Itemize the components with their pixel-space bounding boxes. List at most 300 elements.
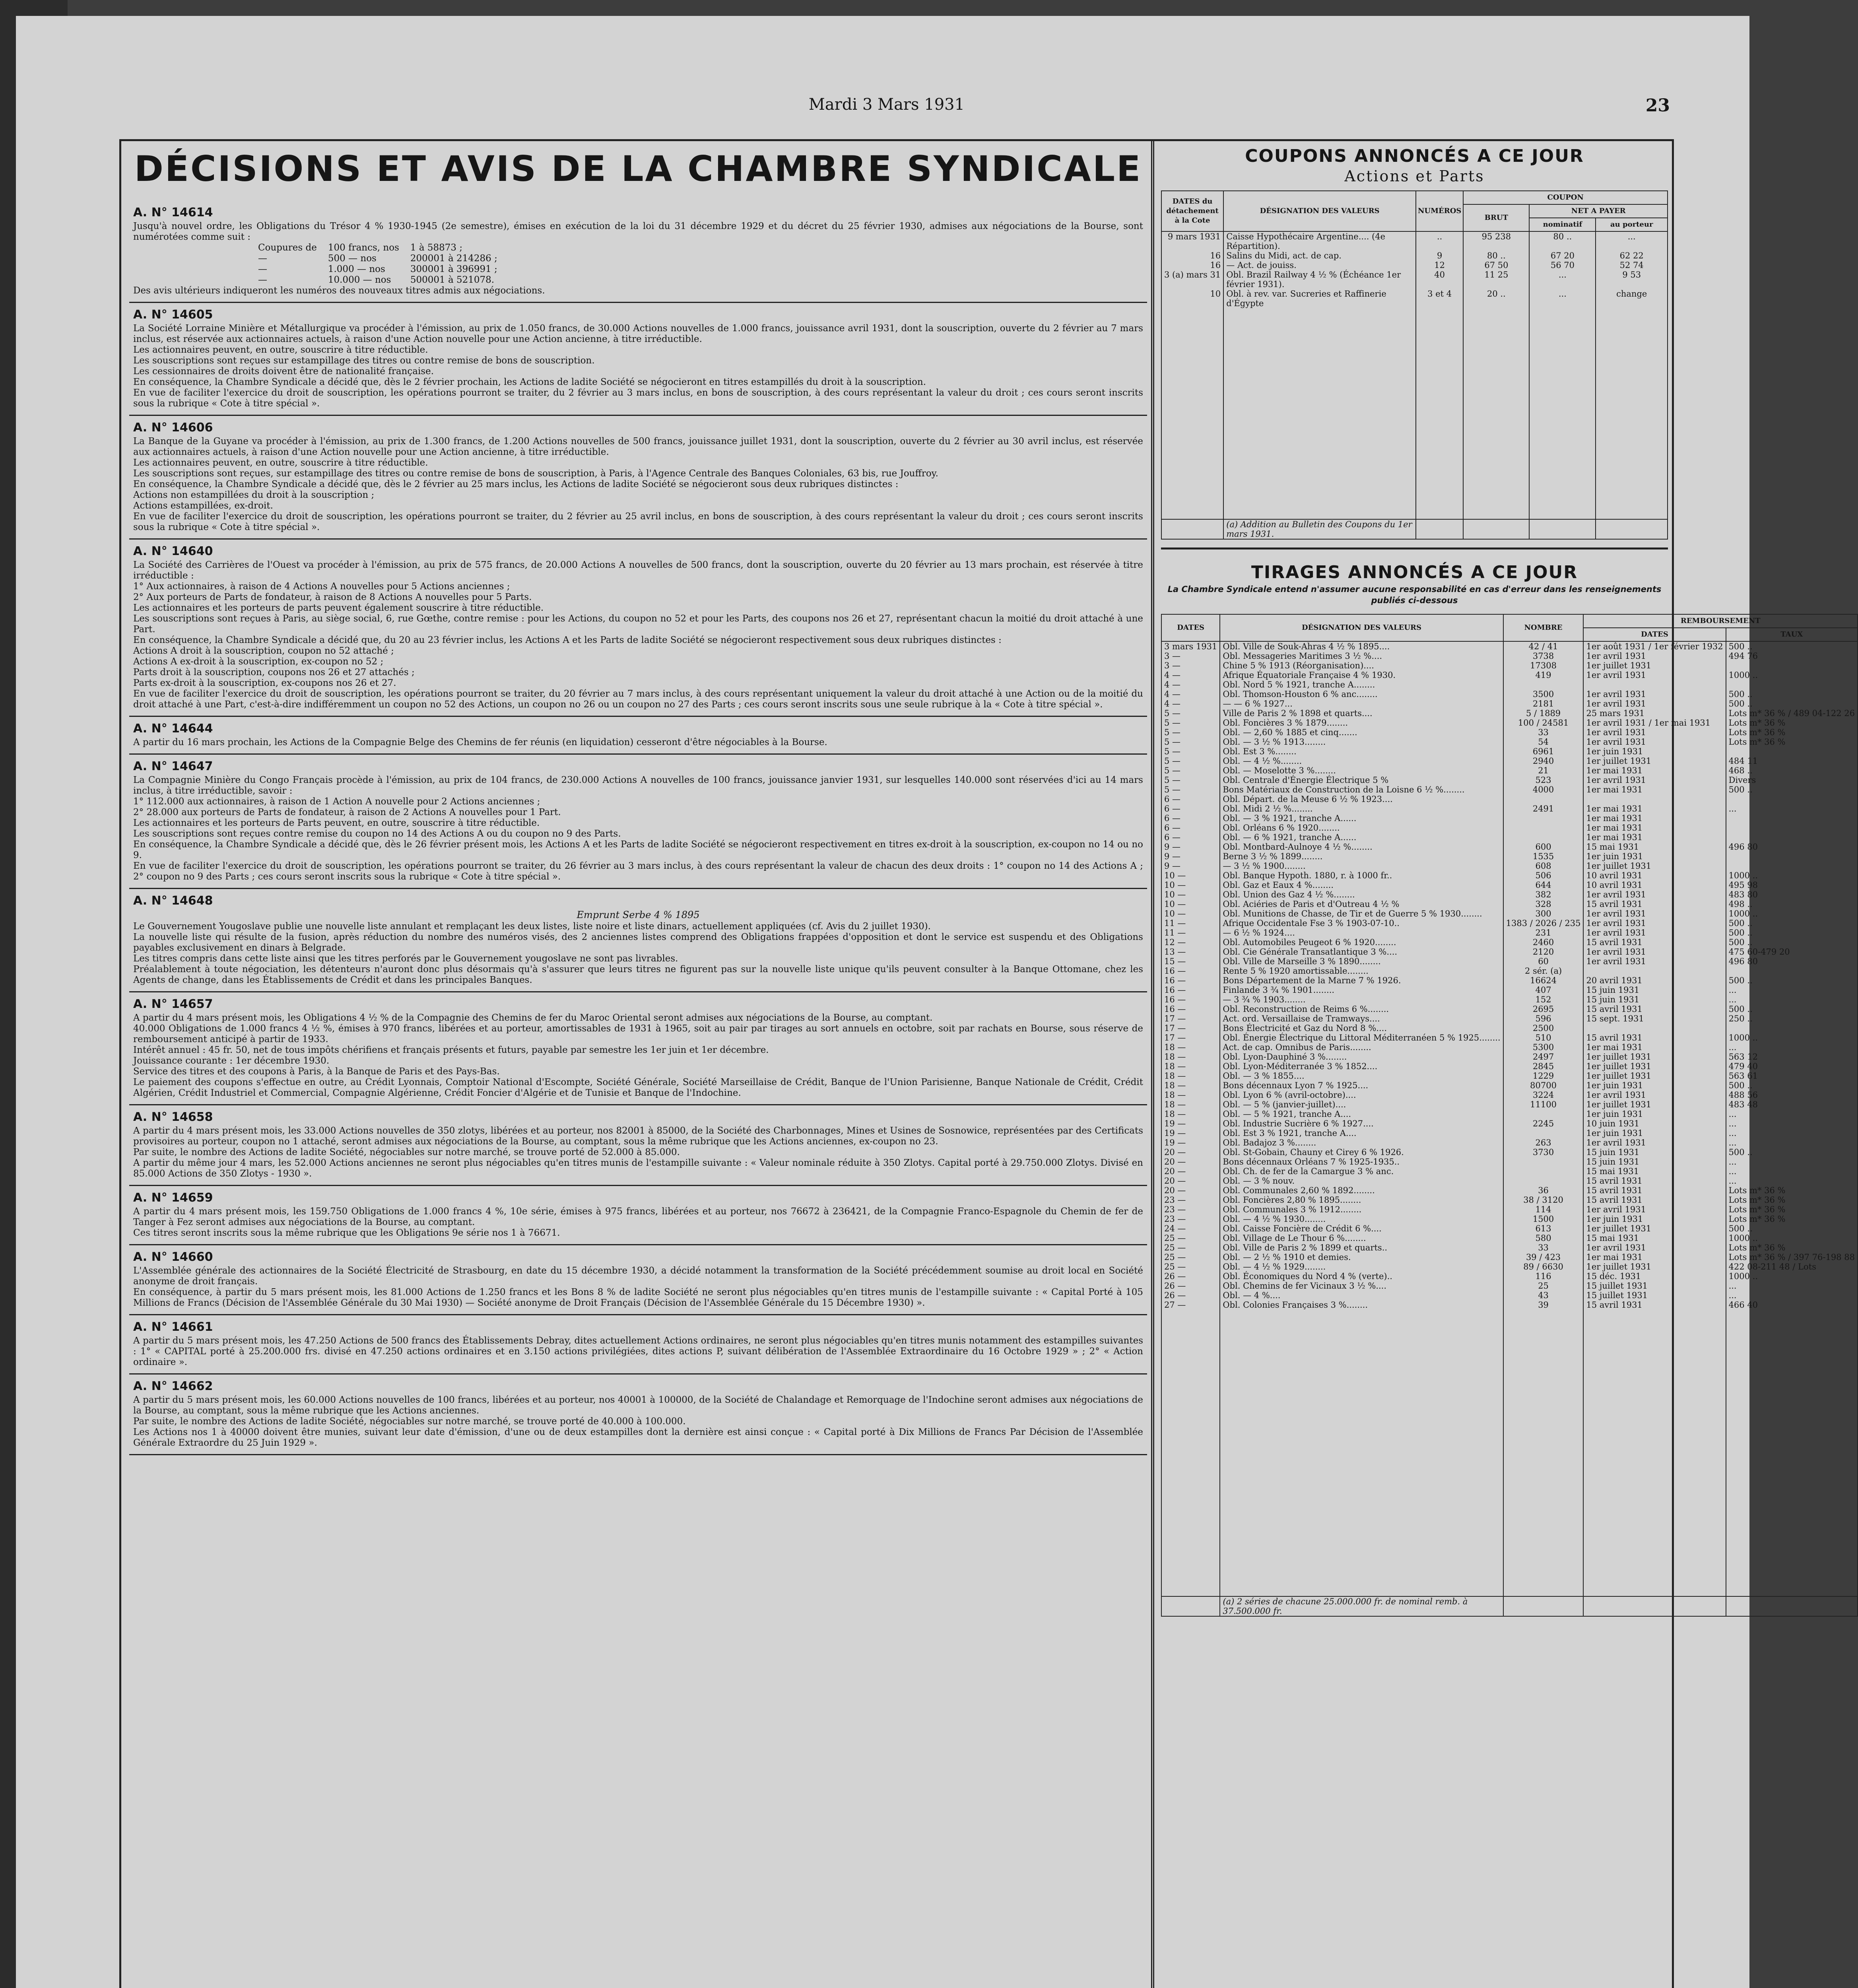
tirages-cell: 26 —: [1161, 1281, 1220, 1291]
coupons-cell: 62 22: [1596, 251, 1668, 260]
tirages-cell: 422 08-211 48 / Lots: [1726, 1262, 1858, 1272]
tirages-cell: Obl. Est 3 % 1921, tranche A....: [1220, 1128, 1503, 1138]
tirages-cell: 500 ..: [1726, 689, 1858, 699]
tirages-cell: Obl. — 3 % nouv.: [1220, 1176, 1503, 1186]
tirages-row: [1161, 689, 1858, 699]
tirages-cell: Obl. Chemins de fer Vicinaux 3 ½ %....: [1220, 1281, 1503, 1291]
tirages-cell: 11 —: [1161, 918, 1220, 928]
tirages-cell: 1er avril 1931: [1583, 737, 1726, 747]
tirages-cell: 20 —: [1161, 1186, 1220, 1195]
tirages-cell: 1er mai 1931: [1583, 1043, 1726, 1052]
tirages-cell: Lots m* 36 %: [1726, 1186, 1858, 1195]
tirages-row: [1161, 957, 1858, 966]
tirages-cell: Obl. Messageries Maritimes 3 ½ %....: [1220, 651, 1503, 661]
tirages-cell: Obl. — Moselotte 3 %........: [1220, 766, 1503, 775]
tirages-cell: — 3 ½ % 1900........: [1220, 861, 1503, 871]
tirages-cell: 20 —: [1161, 1147, 1220, 1157]
coupons-cell: 40: [1416, 270, 1463, 289]
notice-paragraph: Préalablement à toute négociation, les détenteurs n'auront donc plus désormais qu'à s'assurer que leurs titres ne figurent pas sur la nouvelle liste unique qu'ils peuvent consulter à la Banque Ottomane, chez les Agents de change, dans les Établissements de Crédit et dans les principales Banques.: [133, 964, 1143, 985]
tirages-cell: 38 / 3120: [1503, 1195, 1584, 1205]
notice-paragraph: Actions A ex-droit à la souscription, ex-coupon no 52 ;: [133, 656, 384, 667]
tirages-row: [1161, 651, 1858, 661]
tirages-cell: 10 —: [1161, 871, 1220, 880]
coupons-cell: 9: [1416, 251, 1463, 260]
notice-paragraph: A partir du 4 mars présent mois, les Obligations 4 ½ % de la Compagnie des Chemins de fer du Maroc Oriental seront admises aux négociations de la Bourse, au comptant.: [133, 1013, 933, 1023]
notice-number: A. N° 14659: [133, 1191, 213, 1205]
tirages-row: [1161, 1186, 1858, 1195]
tirages-cell: Obl. Économiques du Nord 4 % (verte)..: [1220, 1272, 1503, 1281]
tirages-cell: Lots m* 36 % / 397 76-198 88: [1726, 1252, 1858, 1262]
tirages-cell: 484 11: [1726, 756, 1858, 766]
decisions-column: [129, 149, 1147, 1988]
coupons-cell: 80 ..: [1529, 231, 1596, 251]
notice-block: [129, 889, 1147, 992]
tirages-row: [1161, 899, 1858, 909]
tirages-cell: 488 56: [1726, 1090, 1858, 1100]
tirages-cell: Obl. — 5 % (janvier-juillet)....: [1220, 1100, 1503, 1109]
coupures-cell: —: [258, 275, 267, 285]
notice-number: A. N° 14648: [133, 894, 213, 908]
tirages-title: TIRAGES ANNONCÉS A CE JOUR: [1251, 562, 1578, 582]
coupons-table: [1161, 190, 1668, 540]
tirages-cell: Obl. Reconstruction de Reims 6 %........: [1220, 1004, 1503, 1014]
tirages-cell: 15 déc. 1931: [1583, 1272, 1726, 1281]
coupons-col-designation: DÉSIGNATION DES VALEURS: [1223, 191, 1416, 231]
notice-number: A. N° 14640: [133, 544, 213, 558]
tirages-cell: 42 / 41: [1503, 641, 1584, 651]
tirages-row: [1161, 1043, 1858, 1052]
coupons-cell: Caisse Hypothécaire Argentine.... (4e Répartition).: [1223, 231, 1416, 251]
tirages-cell: 1er avril 1931: [1583, 909, 1726, 918]
tirages-cell: ...: [1726, 1128, 1858, 1138]
tirages-cell: 1000 ..: [1726, 1233, 1858, 1243]
tirages-cell: 468 ..: [1726, 766, 1858, 775]
tirages-cell: Obl. Munitions de Chasse, de Tir et de Guerre 5 % 1930........: [1220, 909, 1503, 918]
tirages-row: [1161, 804, 1858, 813]
tirages-cell: 18 —: [1161, 1052, 1220, 1062]
tirages-cell: [1726, 680, 1858, 689]
notice-paragraph: Les actionnaires peuvent, en outre, souscrire à titre réductible.: [133, 458, 428, 468]
tirages-row: [1161, 766, 1858, 775]
tirages-cell: 89 / 6630: [1503, 1262, 1584, 1272]
tirages-footnote: (a) 2 séries de chacune 25.000.000 fr. de nominal remb. à 37.500.000 fr.: [1220, 1596, 1503, 1616]
coupons-cell: 3 et 4: [1416, 289, 1463, 308]
tirages-cell: 16624: [1503, 976, 1584, 985]
coupons-cell: ...: [1529, 289, 1596, 308]
tirages-cell: Finlande 3 ¾ % 1901........: [1220, 985, 1503, 995]
notice-paragraph: A partir du 4 mars présent mois, les 33.000 Actions nouvelles de 350 zlotys, libérées et au porteur, nos 82001 à 85000, de la Société des Charbonnages, Mines et Usines de Sosnowice, représentées par des Certificats provisoires au porteur, coupon no 1 attaché, seront admises aux négociations de la Bourse, au comptant, sous la même rubrique que les Actions anciennes, ex-coupon no 23.: [133, 1126, 1143, 1147]
tirages-cell: ...: [1726, 804, 1858, 813]
notice-paragraph: Les Actions nos 1 à 40000 doivent être munies, suivant leur date d'émission, d'une ou de deux estampilles dont la dernière est ainsi conçue : « Capital porté à Dix Millions de Francs Par Décision de l'Assemblée Générale Extraordre du 25 Juin 1929 ».: [133, 1427, 1143, 1448]
tirages-cell: 15 juin 1931: [1583, 1147, 1726, 1157]
tirages-cell: 10 —: [1161, 909, 1220, 918]
tirages-cell: Obl. Lyon-Dauphiné 3 %........: [1220, 1052, 1503, 1062]
tirages-row: [1161, 1252, 1858, 1262]
coupons-cell: 9 53: [1596, 270, 1668, 289]
tirages-row: [1161, 1138, 1858, 1147]
tirages-cell: 3 —: [1161, 651, 1220, 661]
tirages-cell: 1er mai 1931: [1583, 785, 1726, 794]
tirages-cell: Obl. Village de Le Thour 6 %........: [1220, 1233, 1503, 1243]
tirages-cell: 1er avril 1931: [1583, 651, 1726, 661]
coupons-col-nominatif: nominatif: [1529, 218, 1596, 231]
tirages-cell: Chine 5 % 1913 (Réorganisation)....: [1220, 661, 1503, 670]
tirages-cell: 19 —: [1161, 1138, 1220, 1147]
tirages-cell: ...: [1726, 1157, 1858, 1167]
tirages-cell: Lots m* 36 %: [1726, 718, 1858, 728]
tirages-cell: 17 —: [1161, 1023, 1220, 1033]
tirages-section: [1161, 547, 1855, 1617]
tirages-cell: 25 —: [1161, 1243, 1220, 1252]
coupons-cell: 11 25: [1463, 270, 1529, 289]
tirages-cell: 25: [1503, 1281, 1584, 1291]
notice-block: [129, 540, 1147, 717]
tirages-cell: 15 —: [1161, 957, 1220, 966]
tirages-cell: 4000: [1503, 785, 1584, 794]
notice-block: [129, 416, 1147, 540]
tirages-cell: [1583, 680, 1726, 689]
tirages-cell: 5 —: [1161, 737, 1220, 747]
tirages-cell: 1er juin 1931: [1583, 1109, 1726, 1119]
tirages-cell: Act. de cap. Omnibus de Paris........: [1220, 1043, 1503, 1052]
tirages-cell: 1er juillet 1931: [1583, 1052, 1726, 1062]
tirages-cell: ...: [1726, 1043, 1858, 1052]
tirages-cell: 1er avril 1931: [1583, 699, 1726, 709]
notice-paragraph: La nouvelle liste qui résulte de la fusion, après réduction du nombre des numéros visés, des 2 anciennes listes comprend des Obligations frappées d'opposition et dont le service est suspendu et des Obligations payables exclusivement en dinars à Belgrade.: [133, 932, 1143, 953]
tirages-cell: 24 —: [1161, 1224, 1220, 1233]
tirages-cell: 15 avril 1931: [1583, 899, 1726, 909]
tirages-cell: 5 —: [1161, 728, 1220, 737]
notice-paragraph: En vue de faciliter l'exercice du droit de souscription, les opérations pourront se traiter, du 2 février au 3 mars inclus, en bons de souscription, à des cours représentant la valeur du droit ; ces cours seront inscrits sous la rubrique « Cote à titre spécial ».: [133, 388, 1143, 409]
tirages-cell: 1er mai 1931: [1583, 1252, 1726, 1262]
tirages-cell: 608: [1503, 861, 1584, 871]
tirages-cell: 1er avril 1931: [1583, 1205, 1726, 1214]
tirages-row: [1161, 680, 1858, 689]
tirages-cell: 4 —: [1161, 680, 1220, 689]
tirages-row: [1161, 995, 1858, 1004]
tirages-cell: 15 avril 1931: [1583, 1300, 1726, 1310]
tirages-row: [1161, 1100, 1858, 1109]
tirages-cell: — — 6 % 1927...: [1220, 699, 1503, 709]
tirages-cell: 382: [1503, 890, 1584, 899]
tirages-cell: 3738: [1503, 651, 1584, 661]
tirages-cell: 500 ..: [1726, 641, 1858, 651]
tirages-cell: 523: [1503, 775, 1584, 785]
notice-paragraph: Des avis ultérieurs indiqueront les numéros des nouveaux titres admis aux négociations.: [133, 285, 545, 296]
tirages-cell: 15 juin 1931: [1583, 995, 1726, 1004]
tirages-cell: 16 —: [1161, 966, 1220, 976]
tirages-cell: 15 avril 1931: [1583, 1176, 1726, 1186]
notice-paragraph: En conséquence, la Chambre Syndicale a décidé que, dès le 2 février prochain, les Actions de ladite Société se négocieront en titres estampillés du droit à la souscription.: [133, 377, 926, 387]
tirages-cell: 1er avril 1931: [1583, 670, 1726, 680]
tirages-row: [1161, 699, 1858, 709]
coupons-col-brut: BRUT: [1463, 204, 1529, 231]
tirages-row: [1161, 852, 1858, 861]
notice-paragraph: Les souscriptions sont reçues, sur estampillage des titres ou contre remise de bons de souscription, à Paris, à l'Agence Centrale des Banques Coloniales, 63 bis, rue Jouffroy.: [133, 468, 938, 479]
tirages-cell: 1er avril 1931: [1583, 775, 1726, 785]
tirages-cell: Bons Électricité et Gaz du Nord 8 %....: [1220, 1023, 1503, 1033]
tirages-cell: 25 —: [1161, 1233, 1220, 1243]
notice-paragraph: En conséquence, la Chambre Syndicale a décidé que, du 20 au 23 février inclus, les Actions A et les Parts de ladite Société se négocieront respectivement sous deux rubriques distinctes :: [133, 635, 1002, 645]
tirages-cell: 23 —: [1161, 1195, 1220, 1205]
tirages-col-designation: DÉSIGNATION DES VALEURS: [1220, 614, 1503, 641]
coupures-cell: 100 francs, nos: [328, 243, 399, 253]
tirages-row: [1161, 1157, 1858, 1167]
tirages-cell: 15 juin 1931: [1583, 1157, 1726, 1167]
notice-number: A. N° 14606: [133, 421, 213, 435]
tirages-cell: 15 mai 1931: [1583, 1167, 1726, 1176]
tirages-cell: 1er juin 1931: [1583, 747, 1726, 756]
tirages-cell: [1503, 794, 1584, 804]
tirages-cell: 4 —: [1161, 699, 1220, 709]
tirages-cell: 1000 ..: [1726, 1272, 1858, 1281]
notice-paragraph: Les souscriptions sont reçues sur estampillage des titres ou contre remise de bons de souscription.: [133, 355, 595, 366]
notice-block: [129, 303, 1147, 416]
tirages-cell: 500 ..: [1726, 1081, 1858, 1090]
tirages-cell: 60: [1503, 957, 1584, 966]
tirages-cell: 3 mars 1931: [1161, 641, 1220, 651]
tirages-cell: 2940: [1503, 756, 1584, 766]
tirages-cell: [1503, 1157, 1584, 1167]
tirages-row: [1161, 928, 1858, 938]
notice-paragraph: Les actionnaires et les porteurs de Parts peuvent, en outre, souscrire à titre réductible.: [133, 818, 540, 828]
tirages-cell: 1er avril 1931 / 1er mai 1931: [1583, 718, 1726, 728]
tirages-cell: 10 juin 1931: [1583, 1119, 1726, 1128]
tirages-row: [1161, 641, 1858, 651]
notice-number: A. N° 14614: [133, 206, 213, 219]
coupons-cell: — Act. de jouiss.: [1223, 260, 1416, 270]
tirages-cell: 116: [1503, 1272, 1584, 1281]
tirages-cell: Obl. Communales 2,60 % 1892........: [1220, 1186, 1503, 1195]
tirages-cell: 300: [1503, 909, 1584, 918]
tirages-cell: Obl. Midi 2 ½ %........: [1220, 804, 1503, 813]
tirages-row: [1161, 737, 1858, 747]
tirages-cell: [1503, 1109, 1584, 1119]
tirages-cell: Obl. — 2 ½ % 1910 et demies.: [1220, 1252, 1503, 1262]
tirages-cell: 1229: [1503, 1071, 1584, 1081]
tirages-cell: 506: [1503, 871, 1584, 880]
notice-paragraph: 2° Aux porteurs de Parts de fondateur, à raison de 8 Actions A nouvelles pour 5 Parts.: [133, 592, 532, 602]
tirages-cell: 3500: [1503, 689, 1584, 699]
tirages-cell: 1er juillet 1931: [1583, 1262, 1726, 1272]
tirages-cell: 15 avril 1931: [1583, 1186, 1726, 1195]
tirages-cell: 17 —: [1161, 1014, 1220, 1023]
tirages-cell: [1503, 813, 1584, 823]
tirages-cell: 18 —: [1161, 1071, 1220, 1081]
tirages-cell: Lots m* 36 %: [1726, 1214, 1858, 1224]
tirages-cell: 1er avril 1931: [1583, 918, 1726, 928]
tirages-cell: Lots m* 36 % / 489 04-122 26: [1726, 709, 1858, 718]
notice-paragraph: Les actionnaires peuvent, en outre, souscrire à titre réductible.: [133, 345, 428, 355]
tirages-cell: [1726, 966, 1858, 976]
tirages-cell: [1503, 1128, 1584, 1138]
tirages-cell: 1er avril 1931: [1583, 890, 1726, 899]
tirages-cell: 9 —: [1161, 852, 1220, 861]
tirages-cell: Obl. Ville de Souk-Ahras 4 ½ % 1895....: [1220, 641, 1503, 651]
tirages-cell: 613: [1503, 1224, 1584, 1233]
tirages-cell: 15 avril 1931: [1583, 1004, 1726, 1014]
tirages-cell: Obl. Cie Générale Transatlantique 3 %....: [1220, 947, 1503, 957]
tirages-cell: 4 —: [1161, 670, 1220, 680]
coupons-cell: 10: [1161, 289, 1223, 308]
tirages-cell: 1000 ..: [1726, 670, 1858, 680]
tirages-cell: ...: [1726, 1138, 1858, 1147]
tirages-cell: Obl. Centrale d'Énergie Électrique 5 %: [1220, 775, 1503, 785]
tirages-cell: 495 98: [1726, 880, 1858, 890]
tirages-cell: 25 mars 1931: [1583, 709, 1726, 718]
coupures-row: [252, 243, 503, 253]
tirages-cell: Obl. Aciéries de Paris et d'Outreau 4 ½ %: [1220, 899, 1503, 909]
notice-paragraph: En conséquence, la Chambre Syndicale a décidé que, dès le 2 février au 25 mars inclus, les Actions de ladite Société se négocieront sous deux rubriques distinctes :: [133, 479, 899, 489]
tirages-cell: 500 ..: [1726, 918, 1858, 928]
tirages-row: [1161, 1167, 1858, 1176]
tirages-cell: 2497: [1503, 1052, 1584, 1062]
tirages-cell: [1726, 1023, 1858, 1033]
tirages-cell: 1535: [1503, 852, 1584, 861]
tirages-cell: 580: [1503, 1233, 1584, 1243]
tirages-cell: Obl. Foncières 3 % 1879........: [1220, 718, 1503, 728]
tirages-cell: ...: [1726, 995, 1858, 1004]
tirages-cell: 15 avril 1931: [1583, 1033, 1726, 1043]
notice-paragraph: En vue de faciliter l'exercice du droit de souscription, les opérations pourront se traiter, du 2 février au 25 avril inclus, en bons de souscription, à des cours représentant la valeur du droit ; ces cours seront inscrits sous la rubrique « Cote à titre spécial ».: [133, 511, 1143, 532]
coupons-cell: 67 20: [1529, 251, 1596, 260]
coupons-cell: 95 238: [1463, 231, 1529, 251]
tirages-cell: Obl. Lyon-Méditerranée 3 % 1852....: [1220, 1062, 1503, 1071]
tirages-cell: 18 —: [1161, 1081, 1220, 1090]
notice-paragraph: 1° Aux actionnaires, à raison de 4 Actions A nouvelles pour 5 Actions anciennes ;: [133, 581, 510, 592]
notice-paragraph: En conséquence, à partir du 5 mars présent mois, les 81.000 Actions de 1.250 francs et les Bons 8 % de ladite Société ne seront plus négociables qu'en titres munis de l'estampille suivante : « Capital Porté à 105 Millions de Francs (Décision de l'Assemblée Générale du 30 Mai 1930) — Société anonyme de Droit Français (Décision de l'Assemblée Générale du 15 Décembre 1930) ».: [133, 1287, 1143, 1308]
tirages-row: [1161, 1291, 1858, 1300]
content-frame: [119, 139, 1855, 1988]
tirages-cell: 5300: [1503, 1043, 1584, 1052]
tirages-cell: 33: [1503, 1243, 1584, 1252]
tirages-cell: 20 —: [1161, 1157, 1220, 1167]
notice-paragraph: Actions A droit à la souscription, coupon no 52 attaché ;: [133, 646, 394, 656]
tirages-cell: [1726, 794, 1858, 804]
tirages-row: [1161, 909, 1858, 918]
tirages-cell: [1726, 833, 1858, 842]
notice-paragraph: 2° 28.000 aux porteurs de Parts de fondateur, à raison de 2 Actions A nouvelles pour 1 Part.: [133, 807, 561, 817]
tirages-row: [1161, 747, 1858, 756]
tirages-cell: 12 —: [1161, 938, 1220, 947]
tirages-cell: 1383 / 2026 / 235: [1503, 918, 1584, 928]
tirages-cell: 10 avril 1931: [1583, 871, 1726, 880]
tirages-cell: 1er juin 1931: [1583, 1128, 1726, 1138]
tirages-cell: Obl. — 2,60 % 1885 et cinq.......: [1220, 728, 1503, 737]
tirages-cell: 419: [1503, 670, 1584, 680]
coupons-footnote: (a) Addition au Bulletin des Coupons du 1er mars 1931.: [1223, 519, 1416, 539]
tirages-cell: 18 —: [1161, 1100, 1220, 1109]
coupures-table: [252, 243, 503, 285]
coupons-cell: 12: [1416, 260, 1463, 270]
coupons-blank-space: [1161, 308, 1668, 519]
tirages-cell: [1503, 1167, 1584, 1176]
coupons-col-coupon: COUPON: [1463, 191, 1668, 204]
notice-paragraph: Jouissance courante : 1er décembre 1930.: [133, 1056, 330, 1066]
tirages-row: [1161, 1272, 1858, 1281]
notice-paragraph: Le paiement des coupons s'effectue en outre, au Crédit Lyonnais, Comptoir National d'Escompte, Société Générale, Société Marseillaise de Crédit, Banque de l'Union Parisienne, Banque Nationale de Crédit, Crédit Algérien, Crédit Industriel et Commercial, Compagnie Algérienne, Crédit Foncier d'Algérie et de Tunisie et Banque de l'Indochine.: [133, 1077, 1143, 1098]
tirages-cell: 18 —: [1161, 1043, 1220, 1052]
tirages-cell: 43: [1503, 1291, 1584, 1300]
tirages-cell: 2245: [1503, 1119, 1584, 1128]
coupures-cell: 500001 à 521078.: [410, 275, 495, 285]
tirages-cell: ...: [1726, 985, 1858, 995]
tirages-cell: ...: [1726, 1281, 1858, 1291]
tirages-cell: 1000 ..: [1726, 871, 1858, 880]
coupons-col-numeros: NUMÉROS: [1416, 191, 1463, 231]
tirages-row: [1161, 709, 1858, 718]
tirages-cell: [1726, 747, 1858, 756]
tirages-row: [1161, 1119, 1858, 1128]
tirages-cell: 1500: [1503, 1214, 1584, 1224]
tirages-cell: 494 76: [1726, 651, 1858, 661]
tirages-cell: [1726, 861, 1858, 871]
tirages-row: [1161, 833, 1858, 842]
tirages-cell: Act. ord. Versaillaise de Tramways....: [1220, 1014, 1503, 1023]
tirages-cell: 20 —: [1161, 1167, 1220, 1176]
notice-number: A. N° 14660: [133, 1250, 213, 1264]
notice-block: [129, 1375, 1147, 1455]
notice-block: [129, 1245, 1147, 1315]
tirages-cell: Obl. Communales 3 % 1912........: [1220, 1205, 1503, 1214]
tirages-cell: 10 —: [1161, 899, 1220, 909]
coupures-cell: 10.000 — nos: [328, 275, 391, 285]
tirages-cell: 9 —: [1161, 861, 1220, 871]
coupures-cell: —: [258, 253, 267, 264]
coupons-col-porteur: au porteur: [1596, 218, 1668, 231]
tirages-cell: 6 —: [1161, 813, 1220, 823]
tirages-cell: 9 —: [1161, 842, 1220, 852]
notice-paragraph: Les souscriptions sont reçues contre remise du coupon no 14 des Actions A ou du coupon no 9 des Parts.: [133, 829, 621, 839]
tirages-row: [1161, 728, 1858, 737]
tirages-cell: Obl. — 4 ½ %........: [1220, 756, 1503, 766]
tirages-col-rdates: DATES: [1583, 628, 1726, 641]
notice-block: [129, 717, 1147, 755]
tirages-row: [1161, 1224, 1858, 1233]
tirages-cell: 5 —: [1161, 775, 1220, 785]
tirages-cell: Obl. Colonies Françaises 3 %........: [1220, 1300, 1503, 1310]
tirages-row: [1161, 1062, 1858, 1071]
tirages-cell: Obl. — 4 ½ % 1930........: [1220, 1214, 1503, 1224]
tirages-cell: Obl. Caisse Foncière de Crédit 6 %....: [1220, 1224, 1503, 1233]
notices-list: [129, 201, 1147, 1455]
tirages-row: [1161, 880, 1858, 890]
notice-number: A. N° 14661: [133, 1320, 213, 1334]
coupons-cell: 20 ..: [1463, 289, 1529, 308]
tirages-row: [1161, 661, 1858, 670]
tirages-cell: 500 ..: [1726, 1004, 1858, 1014]
notice-paragraph: En conséquence, la Chambre Syndicale a décidé que, dès le 26 février présent mois, les Actions A et les Parts de ladite Société se négocieront respectivement en titres ex-droit à la souscription, ex-coupon no 14 ou no 9.: [133, 839, 1143, 860]
notice-number: A. N° 14647: [133, 759, 213, 773]
notice-paragraph: A partir du 4 mars présent mois, les 159.750 Obligations de 1.000 francs 4 %, 10e série, émises à 975 francs, libérées et au porteur, nos 76672 à 236421, de la Compagnie Franco-Espagnole du Chemin de fer de Tanger à Fez seront admises aux négociations de la Bourse, au comptant.: [133, 1206, 1143, 1227]
tirages-cell: 15 juin 1931: [1583, 985, 1726, 995]
tirages-row: [1161, 794, 1858, 804]
tirages-cell: 1er avril 1931: [1583, 1138, 1726, 1147]
coupons-rows: [1161, 231, 1668, 308]
tirages-cell: 6 —: [1161, 794, 1220, 804]
tirages-cell: 39: [1503, 1300, 1584, 1310]
coupures-cell: 1.000 — nos: [328, 264, 385, 274]
tirages-cell: 10 —: [1161, 890, 1220, 899]
tirages-cell: 1er avril 1931: [1583, 1090, 1726, 1100]
tirages-cell: Obl. Ville de Paris 2 % 1899 et quarts..: [1220, 1243, 1503, 1252]
tirages-cell: 39 / 423: [1503, 1252, 1584, 1262]
tirages-row: [1161, 842, 1858, 852]
tirages-cell: 3730: [1503, 1147, 1584, 1157]
tirages-cell: ...: [1726, 1109, 1858, 1119]
tirages-cell: ...: [1726, 1119, 1858, 1128]
tirages-cell: 4 —: [1161, 689, 1220, 699]
